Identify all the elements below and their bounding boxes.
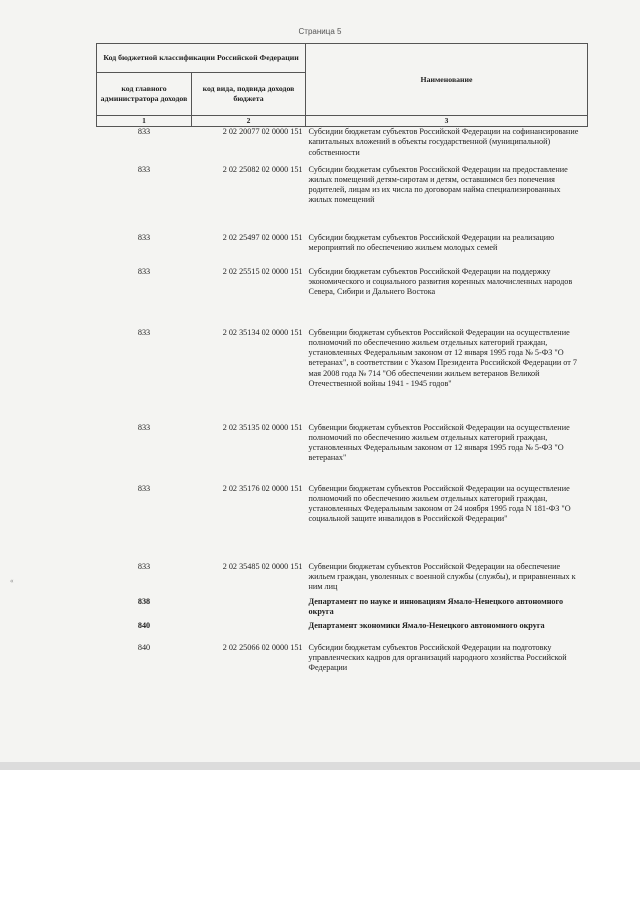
income-code: 2 02 35176 02 0000 151 (222, 483, 303, 493)
page-number-label: Страница 5 (298, 27, 342, 36)
table-row (97, 643, 588, 683)
header-admin-code: код главного администратора доходов (97, 73, 192, 116)
income-code: 2 02 35485 02 0000 151 (222, 561, 303, 571)
admin-code: 833 (137, 232, 151, 242)
table-row (97, 165, 588, 233)
table-row (97, 484, 588, 562)
income-name: Субсидии бюджетам субъектов Российской Федерации на предоставление жилых помещений детям-сиротам и детям, оставшимся без попечения родителей, лицам из их числа по договорам найма специализированных жилых помещений (308, 164, 568, 205)
admin-code: 833 (137, 561, 151, 571)
table-row (97, 328, 588, 423)
income-name: Субвенции бюджетам субъектов Российской Федерации на осуществление полномочий по обеспечению жильем отдельных категорий граждан, установленных Федеральным законом от 12 января 1995 года № 5-ФЗ "О ветеранах" (308, 422, 570, 463)
admin-code: 840 (137, 642, 151, 652)
income-code (192, 621, 306, 643)
income-code: 2 02 35134 02 0000 151 (222, 327, 303, 337)
income-code: 2 02 25497 02 0000 151 (222, 232, 303, 242)
department-row (97, 597, 588, 621)
table-row (97, 267, 588, 328)
admin-code: 833 (137, 327, 151, 337)
department-name: Департамент по науке и инновациям Ямало-Ненецкого автономного округа (308, 596, 564, 616)
admin-code: 833 (137, 164, 151, 174)
income-name: Субсидии бюджетам субъектов Российской Федерации на подготовку управленческих кадров для организаций народного хозяйства Российской Федерации (308, 642, 567, 672)
admin-code: 833 (137, 266, 151, 276)
header-group-title: Код бюджетной классификации Российской Федерации (97, 44, 306, 73)
admin-code: 838 (137, 596, 151, 606)
income-name: Субсидии бюджетам субъектов Российской Федерации на софинансирование капитальных вложений в объекты государственной (муниципальной) собственности (308, 127, 579, 157)
department-row (97, 621, 588, 643)
scan-edge (0, 762, 640, 770)
budget-classification-table (96, 43, 588, 683)
table-row (97, 233, 588, 267)
header-number-2: 2 (192, 116, 306, 127)
header-income-code: код вида, подвида доходов бюджета (192, 73, 306, 116)
header-name: Наименование (306, 44, 588, 116)
header-number-1: 1 (97, 116, 192, 127)
income-name: Субвенции бюджетам субъектов Российской Федерации на обеспечение жильем граждан, уволенных с военной службы (службы), и приравненных к ним лиц (308, 561, 576, 591)
income-code: 2 02 25515 02 0000 151 (222, 266, 303, 276)
income-name: Субсидии бюджетам субъектов Российской Федерации на поддержку экономического и социального развития коренных малочисленных народов Севера, Сибири и Дальнего Востока (308, 266, 573, 296)
admin-code: 833 (137, 422, 151, 432)
income-name: Субвенции бюджетам субъектов Российской Федерации на осуществление полномочий по обеспечению жильем отдельных категорий граждан, установленных Федеральным законом от 12 января 1995 года № 5-ФЗ "О ветеранах", в соответствии с Указом Президента Российской Федерации от 7 мая 2008 года № 714 "Об обеспечении жильем ветеранов Великой Отечественной войны 1941 - 1945 годов" (308, 327, 577, 388)
income-code: 2 02 35135 02 0000 151 (222, 422, 303, 432)
income-code (192, 597, 306, 621)
department-name: Департамент экономики Ямало-Ненецкого автономного округа (308, 620, 545, 630)
table-row (97, 423, 588, 484)
income-name: Субвенции бюджетам субъектов Российской Федерации на осуществление полномочий по обеспечению жильем отдельных категорий граждан, установленных Федеральным законом от 24 ноября 1995 года N 181-ФЗ "О социальной защите инвалидов в Российской Федерации" (308, 483, 571, 524)
income-code: 2 02 20077 02 0000 151 (222, 127, 303, 136)
table-row (97, 127, 588, 165)
admin-code: 840 (137, 620, 151, 630)
header-number-3: 3 (306, 116, 588, 127)
admin-code: 833 (137, 127, 151, 136)
income-name: Субсидии бюджетам субъектов Российской Федерации на реализацию мероприятий по обеспечению жильем молодых семей (308, 232, 555, 252)
table-row (97, 562, 588, 597)
margin-mark: « (10, 577, 14, 585)
income-code: 2 02 25082 02 0000 151 (222, 164, 303, 174)
income-code: 2 02 25066 02 0000 151 (222, 642, 303, 652)
admin-code: 833 (137, 483, 151, 493)
